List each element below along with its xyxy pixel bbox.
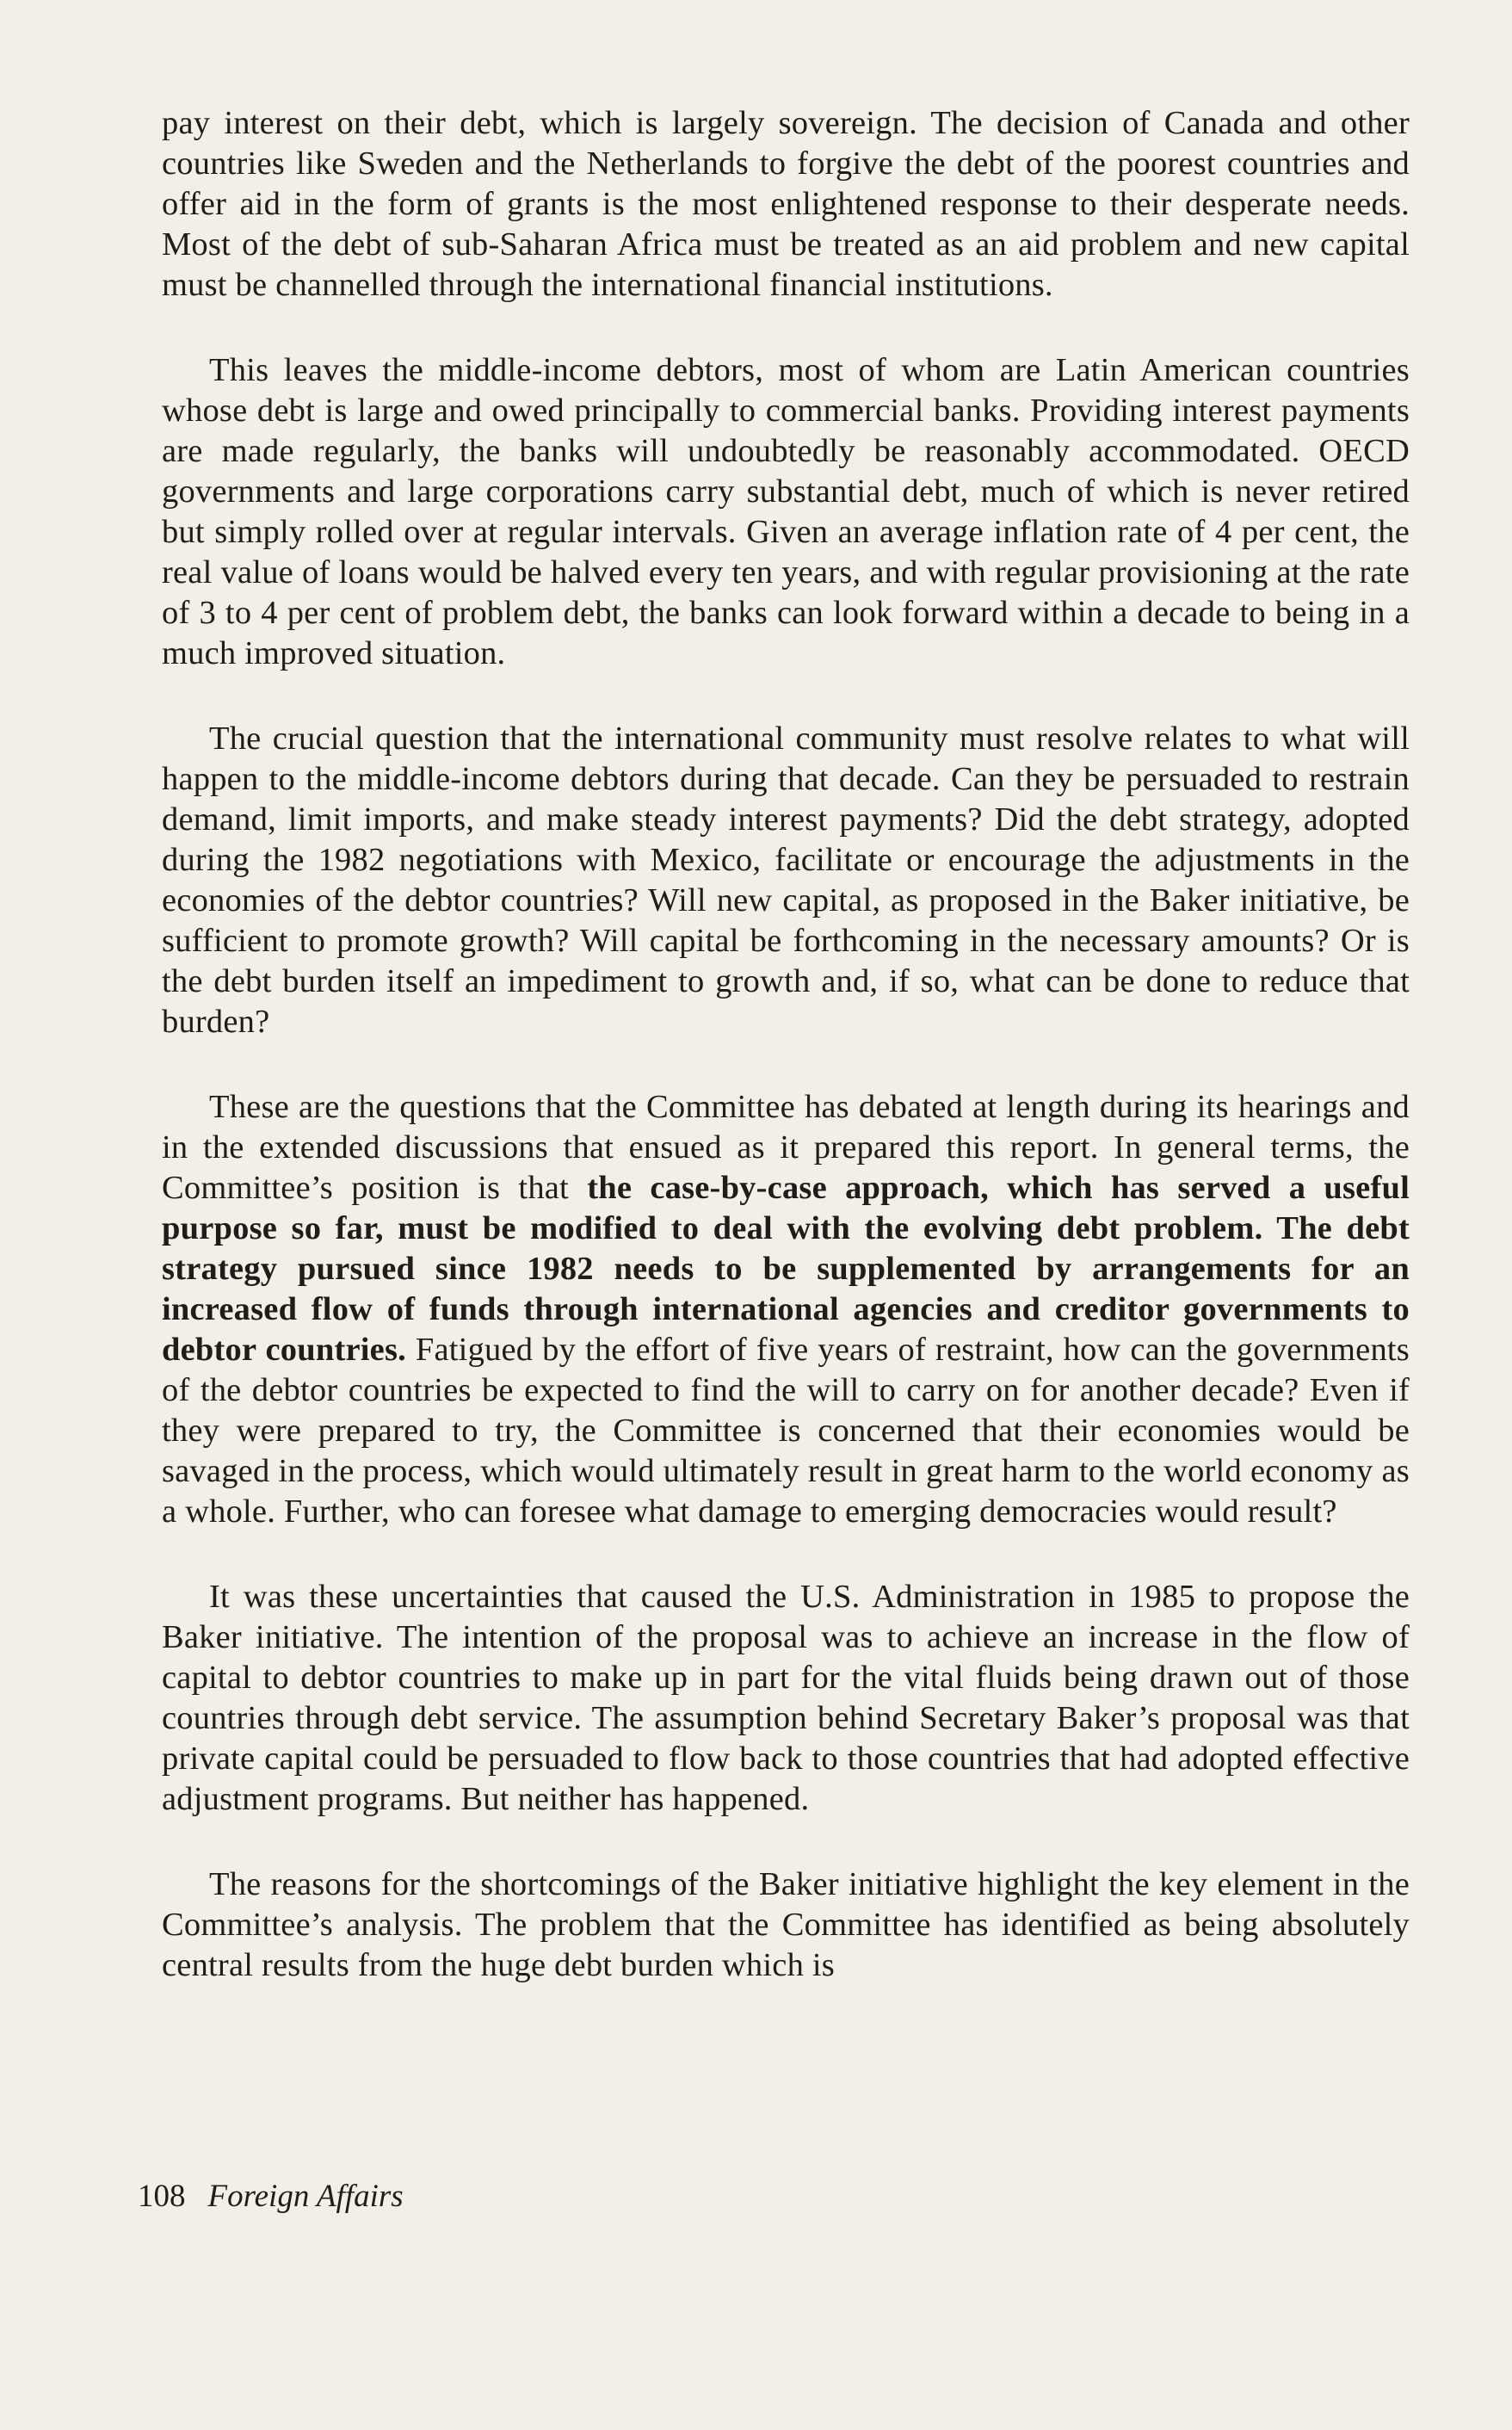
- paragraph-2-text: This leaves the middle-income debtors, most of whom are Latin American countries whose debt is large and owed principally to commercial banks. Providing interest payments are made regularly, the banks will undoubtedly be reasonably accommodated. OECD governments and large corporations carry substantial debt, much of which is never retired but simply rolled over at regular intervals. Given an average inflation rate of 4 per cent, the real value of loans would be halved every ten years, and with regular provisioning at the rate of 3 to 4 per cent of problem debt, the banks can look forward within a decade to being in a much improved situation.: [162, 352, 1410, 671]
- paragraph-2: [162, 350, 1410, 674]
- paragraph-5-text: It was these uncertainties that caused the U.S. Administration in 1985 to propose the Baker initiative. The intention of the proposal was to achieve an increase in the flow of capital to debtor countries to make up in part for the vital fluids being drawn out of those countries through debt service. The assumption behind Secretary Baker’s proposal was that private capital could be persuaded to flow back to those countries that had adopted effective adjustment programs. But neither has happened.: [162, 1579, 1410, 1817]
- paragraph-6: [162, 1864, 1410, 1986]
- paragraph-1-text: pay interest on their debt, which is largely sovereign. The decision of Canada and other countries like Sweden and the Netherlands to forgive the debt of the poorest countries and offer aid in the form of grants is the most enlightened response to their desperate needs. Most of the debt of sub-Saharan Africa must be treated as an aid problem and new capital must be channelled through the international financial institutions.: [162, 105, 1410, 303]
- page-body: [162, 103, 1410, 2031]
- paragraph-5: [162, 1577, 1410, 1820]
- paragraph-3: [162, 719, 1410, 1042]
- paragraph-4-text-tail: Fatigued by the effort of five years of restraint, how can the governments of the debtor countries be expected to find the will to carry on for another decade? Even if they were prepared to try, the Committee is concerned that their economies would be savaged in the process, which would ultimately result in great harm to the world economy as a whole. Further, who can foresee what damage to emerging democracies would result?: [162, 1332, 1410, 1530]
- page-number: 108: [138, 2179, 186, 2214]
- paragraph-1: [162, 103, 1410, 306]
- paragraph-4-bold-recommendation: the case-by-case approach, which has served a useful purpose so far, must be modified to deal with the evolving debt problem. The debt strategy pursued since 1982 needs to be supplemented by arrangements for an increased flow of funds through international agencies and creditor governments to debtor countries.: [162, 1170, 1410, 1368]
- paragraph-4: [162, 1087, 1410, 1532]
- paragraph-4-text-lead: These are the questions that the Committee has debated at length during its hearings and in the extended discussions that ensued as it prepared this report. In general terms, the Committee’s position is that: [162, 1089, 1410, 1206]
- paragraph-6-text: The reasons for the shortcomings of the Baker initiative highlight the key element in the Committee’s analysis. The problem that the Committee has identified as being absolutely central results from the huge debt burden which is: [162, 1866, 1410, 1983]
- journal-title: Foreign Affairs: [207, 2179, 404, 2214]
- page-footer: [138, 2178, 404, 2216]
- paragraph-3-text: The crucial question that the international community must resolve relates to what will happen to the middle-income debtors during that decade. Can they be persuaded to restrain demand, limit imports, and make steady interest payments? Did the debt strategy, adopted during the 1982 negotiations with Mexico, facilitate or encourage the adjustments in the economies of the debtor countries? Will new capital, as proposed in the Baker initiative, be sufficient to promote growth? Will capital be forthcoming in the necessary amounts? Or is the debt burden itself an impediment to growth and, if so, what can be done to reduce that burden?: [162, 720, 1410, 1040]
